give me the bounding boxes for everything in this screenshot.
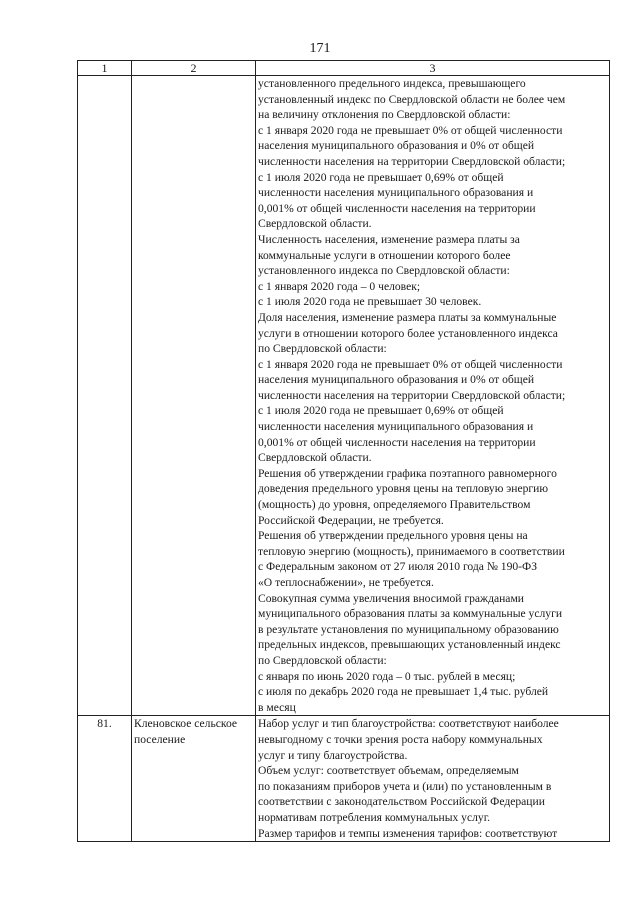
description-line: в результате установления по муниципальному образованию <box>258 622 559 636</box>
description-line: с 1 июля 2020 года не превышает 0,69% от общей <box>258 404 504 418</box>
description-line: соответствии с законодательством Российской Федерации <box>258 795 545 809</box>
description-line: численности населения на территории Свердловской области; <box>258 388 566 402</box>
description-line: Объем услуг: соответствует объемам, определяемым <box>258 764 519 778</box>
description-line: нормативам потребления коммунальных услуг. <box>258 810 491 824</box>
description-line: с 1 января 2020 года не превышает 0% от общей численности <box>258 123 563 137</box>
description-cell <box>256 76 610 716</box>
description-line: установленного индекса по Свердловской области: <box>258 264 510 278</box>
description-line: Численность населения, изменение размера платы за <box>258 232 520 246</box>
description-line: с 1 января 2020 года – 0 человек; <box>258 279 421 293</box>
column-header-2: 2 <box>132 61 256 76</box>
description-line: на величину отклонения по Свердловской области: <box>258 108 511 122</box>
column-header-3: 3 <box>256 61 610 76</box>
row-number: 81. <box>78 716 132 842</box>
municipality-name <box>132 716 256 842</box>
description-line: услуги в отношении которого более установленного индекса <box>258 326 558 340</box>
description-line: с 1 января 2020 года не превышает 0% от общей численности <box>258 357 563 371</box>
table-row <box>78 716 610 842</box>
description-line: с 1 июля 2020 года не превышает 0,69% от общей <box>258 170 504 184</box>
description-line: Набор услуг и тип благоустройства: соответствуют наиболее <box>258 717 559 731</box>
description-line: Совокупная сумма увеличения вносимой гражданами <box>258 591 524 605</box>
description-line: доведения предельного уровня цены на тепловую энергию <box>258 482 549 496</box>
description-line: с Федеральным законом от 27 июля 2010 года № 190-ФЗ <box>258 560 538 574</box>
description-line: 0,001% от общей численности населения на территории <box>258 435 536 449</box>
description-line: Свердловской области. <box>258 217 372 231</box>
description-line: Решения об утверждении предельного уровня цены на <box>258 529 528 543</box>
description-line: с января по июнь 2020 года – 0 тыс. рублей в месяц; <box>258 669 516 683</box>
description-line: по Свердловской области: <box>258 653 387 667</box>
description-line: по Свердловской области: <box>258 342 387 356</box>
description-line: численности населения муниципального образования и <box>258 186 534 200</box>
description-line: Доля населения, изменение размера платы за коммунальные <box>258 310 557 324</box>
table-row <box>78 76 610 716</box>
description-line: предельных индексов, превышающих установленный индекс <box>258 638 561 652</box>
description-line: Российской Федерации, не требуется. <box>258 513 444 527</box>
description-line: «О теплоснабжении», не требуется. <box>258 576 434 589</box>
description-line: установленного предельного индекса, превышающего <box>258 77 526 90</box>
column-header-1: 1 <box>78 61 132 76</box>
description-line: коммунальные услуги в отношении которого более <box>258 248 511 262</box>
description-line: невыгодному с точки зрения роста набору коммунальных <box>258 732 543 746</box>
page-number: 171 <box>309 41 331 56</box>
description-line: с 1 июля 2020 года не превышает 30 человек. <box>258 295 482 309</box>
description-line: Размер тарифов и темпы изменения тарифов: соответствуют <box>258 826 558 840</box>
description-line: услуг и типу благоустройства. <box>258 748 408 762</box>
description-line: с июля по декабрь 2020 года не превышает 1,4 тыс. рублей <box>258 685 549 699</box>
table-header-row <box>78 61 610 76</box>
description-line: населения муниципального образования и 0% от общей <box>258 373 535 387</box>
row-number <box>78 76 132 716</box>
description-line: по показаниям приборов учета и (или) по установленным в <box>258 779 552 793</box>
description-line: тепловую энергию (мощность), принимаемого в соответствии <box>258 544 565 558</box>
description-line: установленный индекс по Свердловской области не более чем <box>258 92 566 106</box>
description-line: в месяц <box>258 700 296 714</box>
description-cell <box>256 716 610 842</box>
municipality-name-line: Кленовское сельское <box>134 717 238 731</box>
municipality-name <box>132 76 256 716</box>
description-line: (мощность) до уровня, определяемого Правительством <box>258 498 531 512</box>
description-line: 0,001% от общей численности населения на территории <box>258 201 536 215</box>
municipality-name-line: поселение <box>134 732 186 746</box>
description-line: муниципального образования платы за коммунальные услуги <box>258 607 563 621</box>
description-line: населения муниципального образования и 0% от общей <box>258 139 535 153</box>
description-line: численности населения на территории Свердловской области; <box>258 154 566 168</box>
description-line: численности населения муниципального образования и <box>258 420 534 434</box>
description-line: Свердловской области. <box>258 451 372 465</box>
document-table <box>77 60 610 842</box>
description-line: Решения об утверждении графика поэтапного равномерного <box>258 466 557 480</box>
